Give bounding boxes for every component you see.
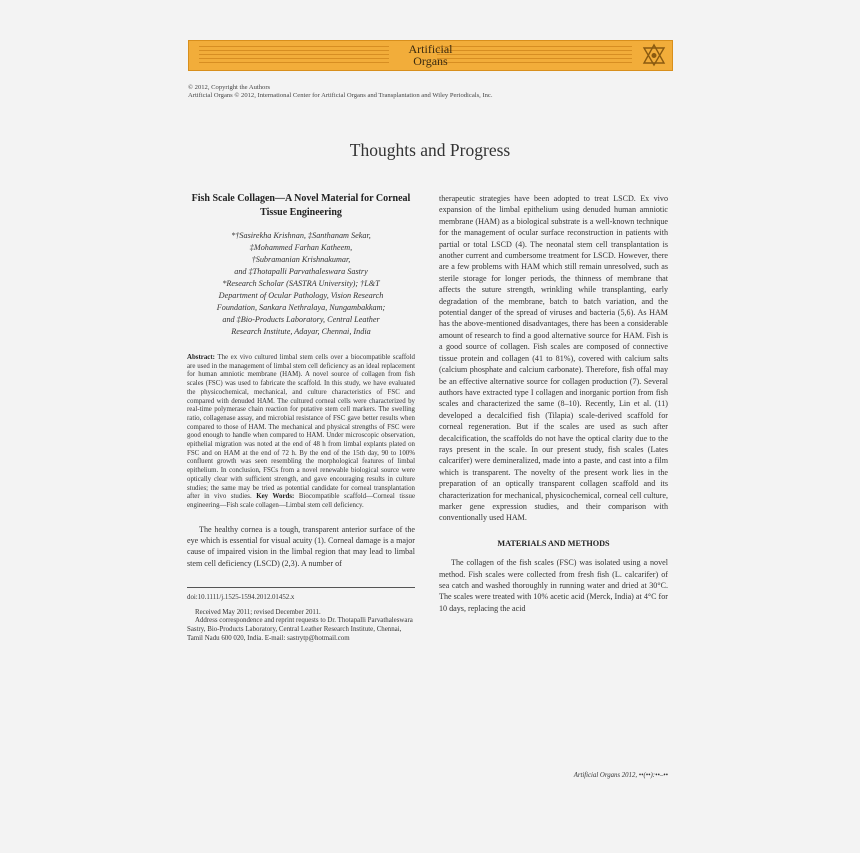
author-line: †Subramanian Krishnakumar, [251, 255, 351, 264]
copyright-block [188, 84, 493, 100]
abstract-label: Abstract: [187, 354, 215, 361]
journal-logo-icon [642, 43, 666, 67]
abstract-text: The ex vivo cultured limbal stem cells over a biocompatible scaffold are used in the management of limbal stem cell deficiency as an ideal replacement for human amniotic membrane (HAM). A novel source of collagen from fish scales (FSC) was used to fabricate the scaffold. In this study, we have evaluated the physicochemical, mechanical, and culture characteristics of FSC and compared with denuded HAM. The cultured corneal cells were characterized by real-time polymerase chain reaction for putative stem cell markers. The swelling ratio, collagenase assay, and microbial resistance of FSC gave better results when compared to those of HAM. The mechanical and physical strengths of FSC were good enough to handle when compared to HAM. Under microscopic observation, epithelial migration was noted at the end of 48 h from limbal explants plated on FSC and on HAM at the end of 72 h. By the end of the 15th day, 90 to 100% confluent growth was seen resembling the morphological features of limbal epithelium. In conclusion, FSCs from a novel renewable biological source were optically clear with sufficient strength, and gave encouraging results in culture studies; the same may be tried as potential candidate for corneal transplantation after in vivo studies. [187, 354, 415, 501]
author-line: and ‡Thotapalli Parvathaleswara Sastry [234, 267, 368, 276]
journal-title-line2: Organs [413, 54, 448, 68]
affiliation-line: and ‡Bio-Products Laboratory, Central Leather [222, 315, 380, 324]
received-date: Received May 2011; revised December 2011. [195, 608, 321, 616]
abstract [187, 354, 415, 511]
copyright-line2: Artificial Organs © 2012, International Center for Artificial Organs and Transplantation and Wiley Periodicals, Inc. [188, 92, 493, 99]
doi: doi:10.1111/j.1525-1594.2012.01452.x [187, 594, 295, 602]
affiliation-line: Research Institute, Adayar, Chennai, India [231, 327, 371, 336]
author-line: ‡Mohammed Farhan Katheem, [249, 243, 353, 252]
journal-title-line1: Artificial [408, 42, 453, 56]
author-line: *†Sasirekha Krishnan, ‡Santhanam Sekar, [231, 231, 371, 240]
affiliation-line: Department of Ocular Pathology, Vision Research [218, 291, 384, 300]
correspondence-note: Address correspondence and reprint requests to Dr. Thotapalli Parvathaleswara Sastry, Bio-Products Laboratory, Central Leather Research Institute, Chennai, Tamil Nadu 600 020, India. E-mail: sastrytp@hotmail.com [187, 617, 413, 642]
section-heading: Thoughts and Progress [349, 140, 511, 160]
article-title: Fish Scale Collagen—A Novel Material for Corneal Tissue Engineering [191, 193, 411, 218]
left-column [187, 192, 415, 643]
affiliation-line: Foundation, Sankara Nethralaya, Nungambakkam; [216, 303, 386, 312]
page-footer: Artificial Organs 2012, ••(••):••–•• [573, 772, 668, 779]
keywords-label: Key Words: [256, 493, 295, 501]
journal-banner [188, 40, 673, 71]
journal-title [189, 43, 672, 67]
intro-paragraph: The healthy cornea is a tough, transparent anterior surface of the eye which is essential for visual acuity (1). Corneal damage is a major cause of impaired vision in the limbal region that may lead to limbal stem cell deficiency (LSCD) (2,3). A number of [187, 524, 415, 568]
copyright-line1: © 2012, Copyright the Authors [188, 84, 271, 91]
methods-heading: MATERIALS AND METHODS [497, 538, 610, 548]
methods-paragraph: The collagen of the fish scales (FSC) was isolated using a novel method. Fish scales were collected from fresh fish (L. calcarifer) of sea catch and washed thoroughly in running water and dried at 30°C. The scales were treated with 10% acetic acid (Merck, India) at 4°C for 10 days, replacing the acid [439, 558, 668, 613]
footnote-divider [187, 587, 415, 588]
right-column [439, 193, 668, 614]
affiliation-line: *Research Scholar (SASTRA University); †L&T [222, 279, 380, 288]
right-paragraph: therapeutic strategies have been adopted to treat LSCD. Ex vivo expansion of the limbal epithelium using denuded human amniotic membrane (HAM) as a biological substrate is a well-known technique for the management of ocular surface reconstruction in patients with partial or total LSCD (4). The neonatal stem cell transplantation is another current and cumbersome treatment for LSCD. However, there are a few problems with HAM which still remain unresolved, such as sterile storage for longer periods, the thinness of membrane that affects the suture strength, wrinkling while transplanting, early degradation of the membrane, batch to batch variation, and the potential danger of the spread of viruses and bacteria (5,6). As HAM has the above-mentioned disadvantages, there has been a considerable amount of research to find a good alternative source for HAM. Fish is a good source of collagen. Fish scales are composed of connective tissue protein and collagen (41 to 81%), covered with calcium salts (calcium phosphate and calcium carbonate). Therefore, fish offal may be an effective alternative source for collagen production (7). Several authors have extracted type I collagen and inorganic portion from fish scales and characterized the same (8–10). Recently, Lin et al. (11) developed a decalcified fish (Tilapia) scale-derived scaffold for corneal regeneration. But if the scales are used as such after decalcification, the scaffolds do not have the optical clarity due to the rays present in the scale. In our present study, fish scales (Lates calcarifer) were demineralized, made into a paste, and cast into a film which is transparent. The novelty of the present work lies in the preparation of an optically transparent collagen scaffold and its characterization for mechanical, physicochemical, corneal cell culture, marker gene expression studies, and their comparison with conventionally used HAM. [439, 194, 668, 523]
keywords-text: Biocompatible scaffold—Corneal tissue engineering—Fish scale collagen—Limbal stem cell deficiency. [187, 493, 416, 509]
author-block [187, 230, 415, 338]
